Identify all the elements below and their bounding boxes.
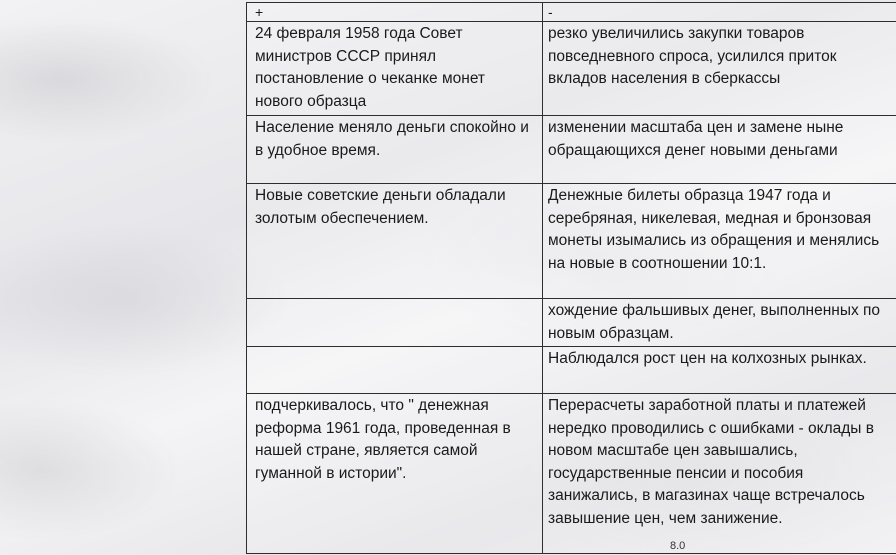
page-number-mark: 8.0 [670,540,686,552]
cell-minus: Наблюдался рост цен на колхозных рынках. [543,347,896,394]
cell-minus: резко увеличились закупки товаров повседневного спроса, усилился приток вкладов населения в сберкассы [543,22,896,116]
header-plus: + [247,3,543,22]
cell-plus: Новые советские деньги обладали золотым обеспечением. [247,184,543,299]
table-row [247,184,896,299]
cell-plus: подчеркивалось, что " денежная реформа 1961 года, проведенная в нашей стране, является самой гуманной в истории". [247,394,543,554]
table-row [247,299,896,347]
cell-plus: 24 февраля 1958 года Совет министров СССР принял постановление о чеканке монет нового образца [247,22,543,116]
cell-plus [247,347,543,394]
table-row [247,347,896,394]
header-minus: - [543,3,896,22]
table-row [247,394,896,554]
table-row [247,22,896,116]
cell-plus: Население меняло деньги спокойно и в удобное время. [247,116,543,184]
cell-minus: изменении масштаба цен и замене ныне обращающихся денег новыми деньгами [543,116,896,184]
cell-minus: Денежные билеты образца 1947 года и серебряная, никелевая, медная и бронзовая монеты изымались из обращения и менялись на новые в соотношении 10:1. [543,184,896,299]
table-header-row [247,3,896,22]
cell-minus: Перерасчеты заработной платы и платежей нередко проводились с ошибками - оклады в новом масштабе цен завышались, государственные пенсии и пособия занижались, в магазинах чаще встречалось завышение цен, чем занижение. [543,394,896,554]
cell-plus [247,299,543,347]
cell-minus: хождение фальшивых денег, выполненных по новым образцам. [543,299,896,347]
table-row [247,116,896,184]
pros-cons-table-wrapper [246,2,896,554]
pros-cons-table [246,2,896,554]
